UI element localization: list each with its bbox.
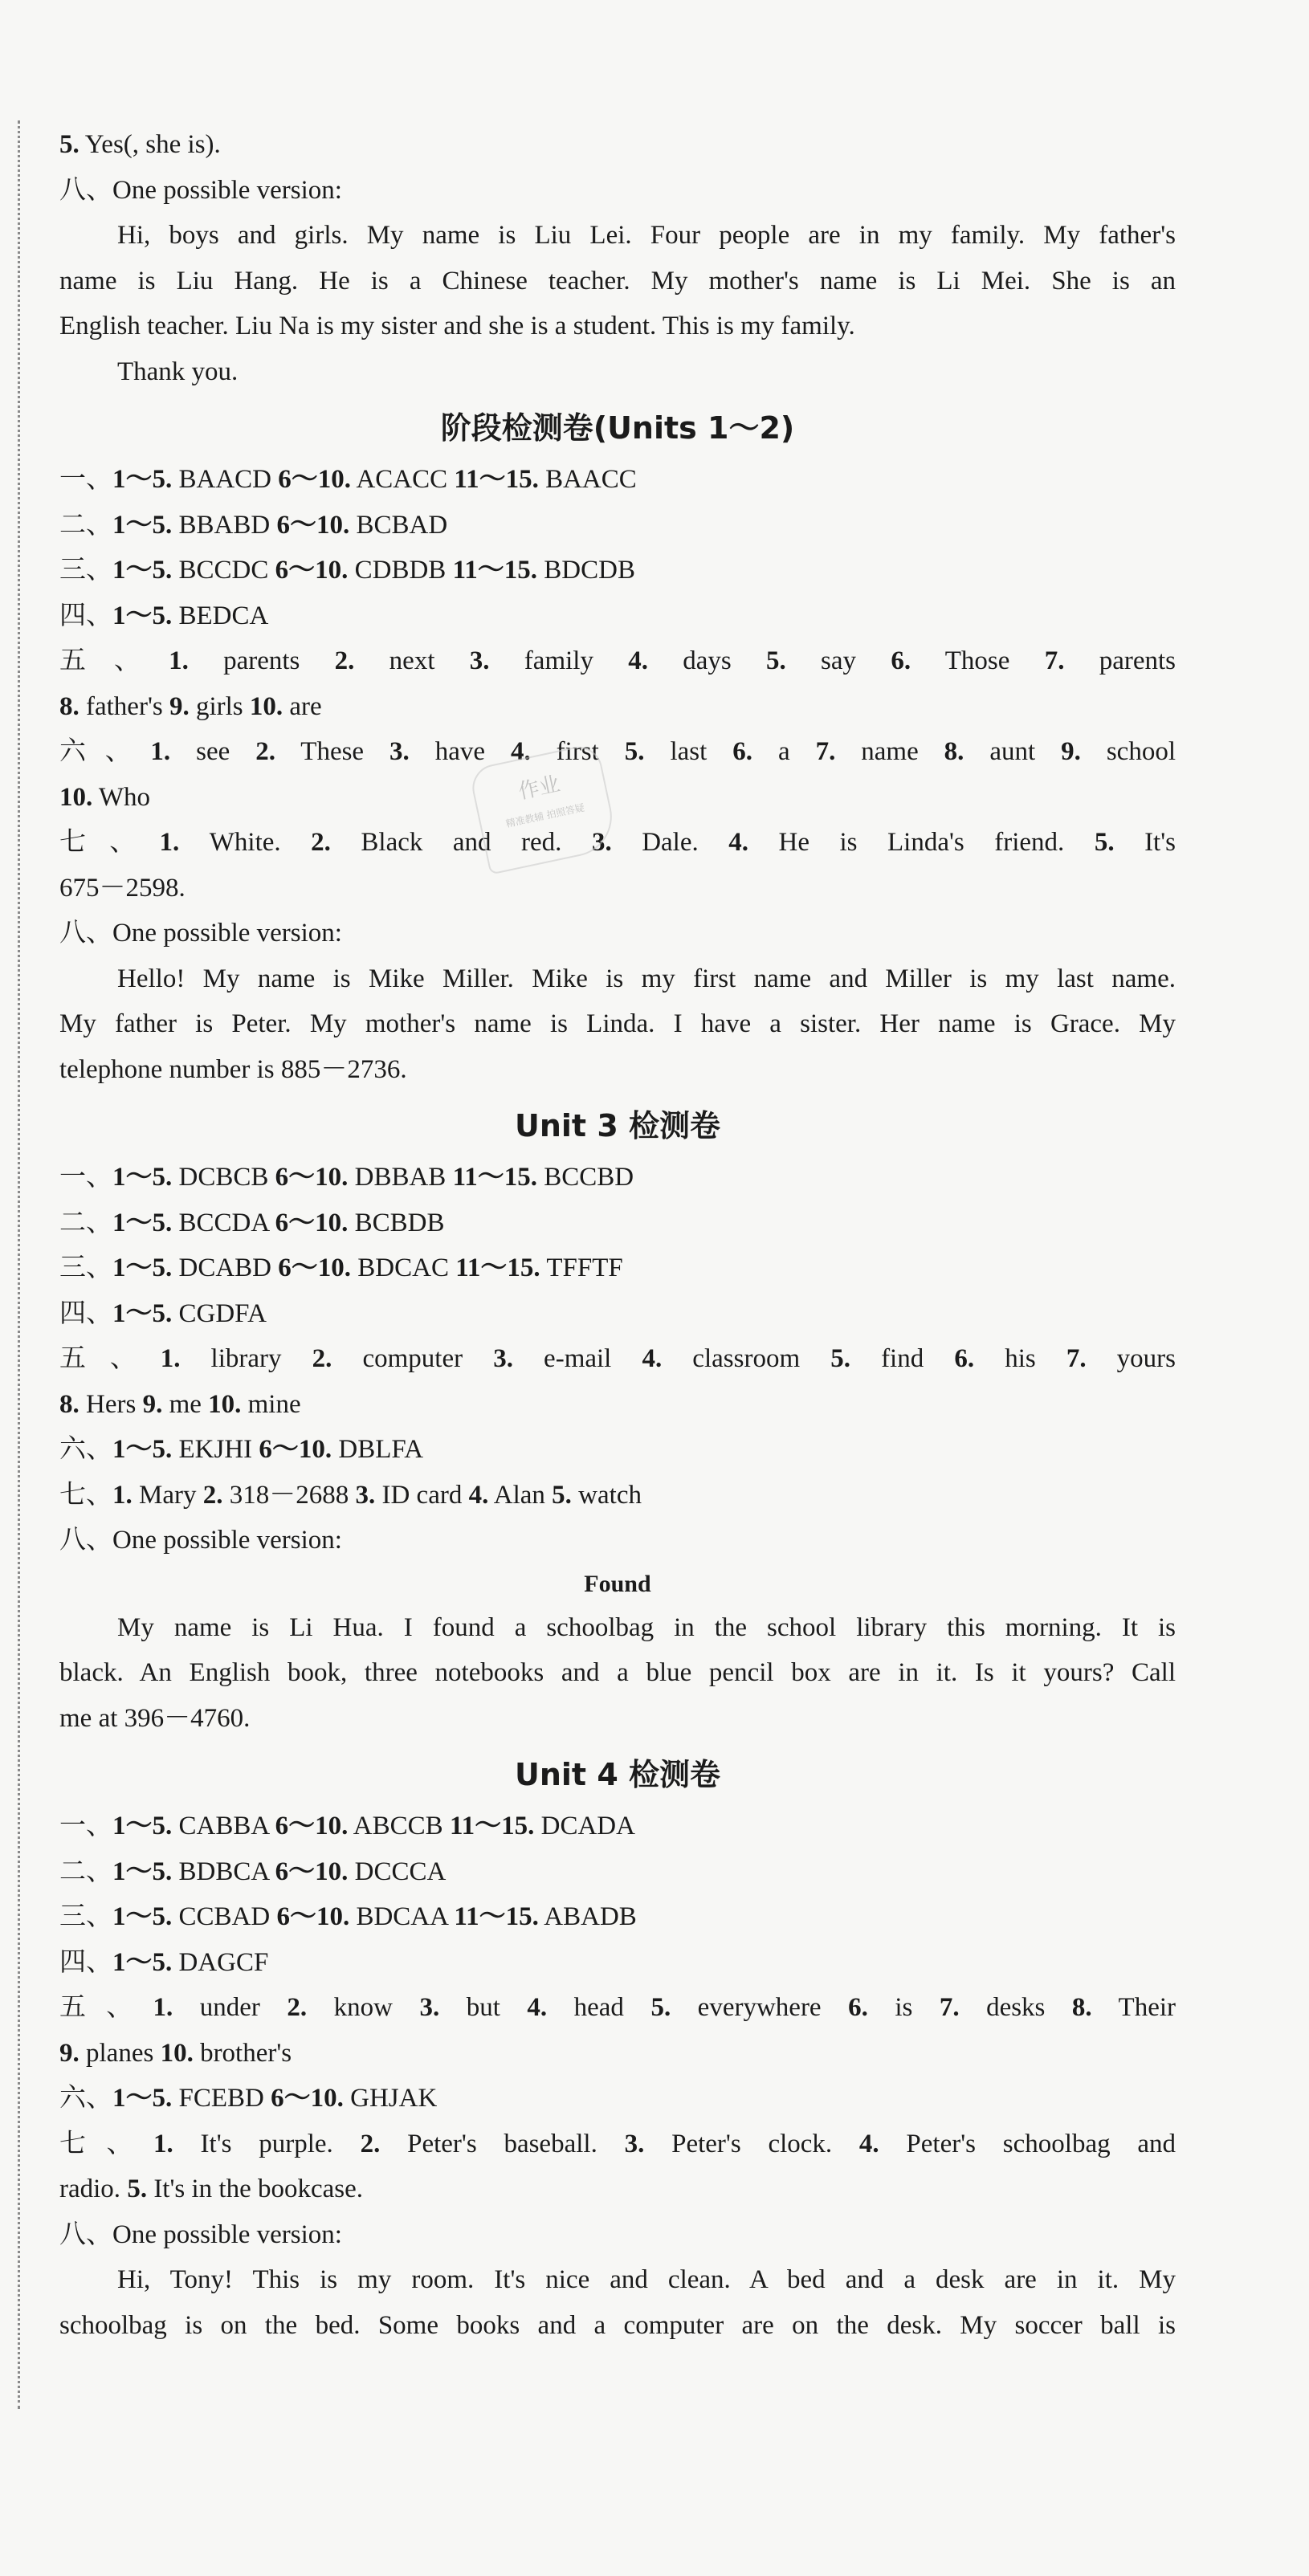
answer-text: DBLFA xyxy=(332,1435,424,1464)
answer-text: DBBAB xyxy=(348,1163,453,1192)
item-number: 6～10. xyxy=(259,1435,332,1464)
item-number: 2. xyxy=(334,646,355,675)
item-number: 4. xyxy=(510,737,531,766)
item-number: 4. xyxy=(628,646,648,675)
item-number: 5. xyxy=(766,646,786,675)
item-number: 1～5. xyxy=(112,1163,173,1192)
answer-text: a xyxy=(752,737,816,766)
answer-text: everywhere xyxy=(671,1993,849,2022)
item-number: 2. xyxy=(360,2129,381,2158)
answer-text: BCCDA xyxy=(172,1208,275,1237)
answer-text: library xyxy=(180,1344,312,1373)
item-number: 5. xyxy=(552,1480,572,1510)
answer-text: are xyxy=(283,691,322,721)
answer-line xyxy=(59,122,1176,168)
answer-text: desks xyxy=(959,1993,1072,2022)
answer-text: 318－2688 xyxy=(222,1480,356,1510)
item-number: 4. xyxy=(527,1993,548,2022)
answer-text: BBABD xyxy=(172,510,277,540)
item-number: 5. xyxy=(127,2175,148,2203)
answer-text: CCBAD xyxy=(172,1902,277,1931)
answer-line xyxy=(59,2031,1176,2077)
item-number: 8. xyxy=(944,737,964,766)
item-number: 1～5. xyxy=(112,1902,173,1931)
watermark-subtext: 精准教辅 拍照答疑 xyxy=(504,801,586,830)
answer-text: Hers xyxy=(79,1389,143,1419)
answer-text: DCABD xyxy=(172,1253,279,1282)
item-number: 11～15. xyxy=(452,556,538,585)
item-number: 11～15. xyxy=(449,1812,535,1840)
answer-text: CGDFA xyxy=(172,1298,267,1328)
item-number: 6. xyxy=(891,646,911,675)
item-number: 1～5. xyxy=(112,465,173,494)
answer-text: days xyxy=(647,646,767,675)
answer-text: 七、 xyxy=(59,2129,154,2158)
item-number: 2. xyxy=(255,737,275,766)
item-number: 6～10. xyxy=(276,1902,350,1931)
answer-text: DCADA xyxy=(534,1812,635,1840)
essay-line: telephone number is 885－2736. xyxy=(59,1054,407,1084)
answer-text: name xyxy=(835,737,944,766)
answer-text: but xyxy=(439,1993,528,2022)
item-number: 8. xyxy=(59,1389,80,1419)
answer-text: TFFTF xyxy=(540,1253,623,1282)
answer-line xyxy=(59,1985,1176,2031)
answer-text: BDCAA xyxy=(349,1902,455,1931)
answer-line xyxy=(59,1804,1176,1849)
item-number: 6. xyxy=(732,737,753,766)
answer-text: 六、 xyxy=(59,737,151,766)
answer-text: 一、 xyxy=(59,1163,112,1192)
answer-text: FCEBD xyxy=(172,2084,271,2113)
item-number: 3. xyxy=(419,1993,440,2022)
answer-text: Alan xyxy=(488,1480,553,1510)
answer-text: school xyxy=(1080,737,1176,766)
answer-text: EKJHI xyxy=(172,1435,259,1464)
answer-line xyxy=(59,1849,1176,1895)
answer-text: BCBAD xyxy=(349,510,448,540)
answer-text: e-mail xyxy=(512,1344,642,1373)
section-label: 八、One possible version: xyxy=(59,919,342,948)
item-number: 1～5. xyxy=(112,510,173,540)
item-number: 5. xyxy=(59,130,80,159)
item-number: 1～5. xyxy=(112,1947,173,1977)
answer-text: BDBCA xyxy=(172,1857,275,1886)
answer-text: parents xyxy=(1064,646,1176,675)
item-number: 1～5. xyxy=(112,2084,173,2113)
item-number: 10. xyxy=(208,1389,242,1419)
answer-text: father's xyxy=(79,691,169,721)
answer-text: 二、 xyxy=(59,510,112,540)
answer-text: Peter's schoolbag and xyxy=(879,2129,1176,2158)
item-number: 1. xyxy=(153,2129,173,2158)
item-number: 2. xyxy=(311,828,331,857)
answer-line xyxy=(59,1245,1176,1291)
answer-text: computer xyxy=(332,1344,494,1373)
item-number: 10. xyxy=(160,2038,194,2068)
answer-text: Yes(, she is). xyxy=(79,130,221,159)
answer-text: under xyxy=(173,1993,287,2022)
answer-text: These xyxy=(275,737,390,766)
item-number: 7. xyxy=(1066,1344,1087,1373)
answer-text: CABBA xyxy=(172,1812,275,1840)
answer-line xyxy=(59,2076,1176,2122)
section-heading: 阶段检测卷(Units 1～2) xyxy=(440,410,795,446)
essay-line: My name is Li Hua. I found a schoolbag in the school library this morning. It is xyxy=(117,1612,1176,1642)
essay-line: black. An English book, three notebooks and a blue pencil box are in it. Is it yours? Call xyxy=(59,1658,1176,1687)
essay-line: name is Liu Hang. He is a Chinese teacher. My mother's name is Li Mei. She is an xyxy=(59,266,1176,296)
item-number: 5. xyxy=(650,1993,671,2022)
item-number: 11～15. xyxy=(454,1902,539,1931)
answer-line xyxy=(59,2122,1176,2167)
item-number: 6. xyxy=(848,1993,868,2022)
item-number: 6～10. xyxy=(276,510,350,540)
item-number: 2. xyxy=(312,1344,332,1373)
item-number: 11～15. xyxy=(452,1163,538,1192)
item-number: 1～5. xyxy=(112,1208,173,1237)
item-number: 6. xyxy=(954,1344,975,1373)
answer-text: CDBDB xyxy=(348,556,453,585)
answer-text: 四、 xyxy=(59,1947,112,1977)
answer-text: 一、 xyxy=(59,1812,112,1840)
item-number: 7. xyxy=(815,737,836,766)
answer-text: girls xyxy=(189,691,250,721)
answer-text: watch xyxy=(571,1480,642,1510)
answer-text: White. xyxy=(179,828,312,857)
answer-text: 五、 xyxy=(59,1344,161,1373)
item-number: 1. xyxy=(160,1344,181,1373)
item-number: 6～10. xyxy=(278,465,352,494)
section-heading: Unit 4 检测卷 xyxy=(515,1757,720,1792)
item-number: 9. xyxy=(169,691,190,721)
item-number: 6～10. xyxy=(275,1208,349,1237)
item-number: 3. xyxy=(389,737,410,766)
essay-line: Hello! My name is Mike Miller. Mike is my first name and Miller is my last name. xyxy=(117,964,1176,993)
answer-line xyxy=(59,548,1176,593)
item-number: 1～5. xyxy=(112,556,173,585)
answer-text: last xyxy=(644,737,733,766)
answer-text: Mary xyxy=(132,1480,203,1510)
answer-text: say xyxy=(785,646,891,675)
answer-text: BCCBD xyxy=(537,1163,634,1192)
answer-line xyxy=(59,2166,1176,2212)
item-number: 5. xyxy=(830,1344,850,1373)
answer-text: is xyxy=(867,1993,940,2022)
answer-text: mine xyxy=(241,1389,301,1419)
item-number: 8. xyxy=(1071,1993,1092,2022)
answer-text: It's purple. xyxy=(173,2129,361,2158)
answer-text: planes xyxy=(79,2038,161,2068)
answer-text: head xyxy=(547,1993,651,2022)
binding-margin-line xyxy=(18,120,20,2409)
item-number: 10. xyxy=(59,782,93,812)
answer-line xyxy=(59,1427,1176,1473)
answer-text: 四、 xyxy=(59,1298,112,1328)
answer-text: his xyxy=(974,1344,1066,1373)
essay-title: Found xyxy=(584,1570,651,1597)
item-number: 1～5. xyxy=(112,1435,173,1464)
section-heading: Unit 3 检测卷 xyxy=(515,1108,720,1143)
item-number: 9. xyxy=(1061,737,1081,766)
answer-text: BAACD xyxy=(172,465,279,494)
essay-line: Hi, Tony! This is my room. It's nice and clean. A bed and a desk are in it. My xyxy=(117,2265,1176,2294)
answer-text: 七、 xyxy=(59,828,160,857)
answer-text: DCCCA xyxy=(348,1857,447,1886)
essay-line: English teacher. Liu Na is my sister and she is a student. This is my family. xyxy=(59,312,855,340)
item-number: 5. xyxy=(1094,828,1115,857)
answer-line xyxy=(59,820,1176,866)
answer-text: ABCCB xyxy=(348,1812,450,1840)
answer-text: brother's xyxy=(193,2038,292,2068)
answer-text: 四、 xyxy=(59,601,112,630)
answer-text: first xyxy=(530,737,625,766)
item-number: 4. xyxy=(468,1480,489,1510)
answer-text: classroom xyxy=(662,1344,831,1373)
answer-text: GHJAK xyxy=(343,2084,438,2113)
item-number: 11～15. xyxy=(455,1253,540,1282)
answer-text: 五、 xyxy=(59,646,169,675)
answer-text: 六、 xyxy=(59,1435,112,1464)
answer-line xyxy=(59,1473,1176,1518)
item-number: 6～10. xyxy=(275,556,349,585)
answer-text: Those xyxy=(911,646,1045,675)
section-label: 八、One possible version: xyxy=(59,2219,342,2249)
answer-line xyxy=(59,684,1176,730)
item-number: 7. xyxy=(939,1993,960,2022)
answer-text: BEDCA xyxy=(172,601,269,630)
answer-text: He is Linda's friend. xyxy=(748,828,1095,857)
answer-key-page xyxy=(59,122,1176,2348)
answer-text: have xyxy=(409,737,511,766)
watermark-text: 作业 xyxy=(516,772,563,805)
answer-line xyxy=(59,1940,1176,1986)
answer-text: 一、 xyxy=(59,465,112,494)
item-number: 6～10. xyxy=(275,1857,349,1886)
essay-line: Hi, boys and girls. My name is Liu Lei. Four people are in my family. My father's xyxy=(117,221,1176,250)
answer-text: It's xyxy=(1114,828,1176,857)
item-number: 3. xyxy=(469,646,490,675)
answer-text: It's in the bookcase. xyxy=(147,2175,364,2203)
answer-text: 三、 xyxy=(59,1253,112,1282)
answer-text: 三、 xyxy=(59,1902,112,1931)
answer-text: family xyxy=(489,646,629,675)
answer-line xyxy=(59,1291,1176,1337)
item-number: 5. xyxy=(624,737,645,766)
answer-text: see xyxy=(170,737,256,766)
answer-line xyxy=(59,1200,1176,1246)
section-label: 八、One possible version: xyxy=(59,1526,342,1555)
item-number: 1. xyxy=(159,828,180,857)
answer-text: DCBCB xyxy=(172,1163,275,1192)
answer-line xyxy=(59,775,1176,821)
item-number: 6～10. xyxy=(271,2084,344,2113)
section-label: 八、One possible version: xyxy=(59,175,342,205)
answer-line: 675－2598. xyxy=(59,873,186,903)
answer-text: BDCDB xyxy=(537,556,635,585)
item-number: 4. xyxy=(728,828,748,857)
answer-text: Their xyxy=(1091,1993,1176,2022)
answer-text: BCCDC xyxy=(172,556,275,585)
item-number: 11～15. xyxy=(454,465,539,494)
answer-text: 二、 xyxy=(59,1857,112,1886)
item-number: 10. xyxy=(249,691,283,721)
answer-text: BAACC xyxy=(538,465,637,494)
item-number: 1. xyxy=(112,1480,133,1510)
answer-text: DAGCF xyxy=(172,1947,269,1977)
answer-text: BCBDB xyxy=(348,1208,445,1237)
item-number: 3. xyxy=(624,2129,645,2158)
item-number: 1～5. xyxy=(112,1857,173,1886)
item-number: 2. xyxy=(287,1993,308,2022)
answer-line xyxy=(59,1155,1176,1200)
item-number: 1～5. xyxy=(112,601,173,630)
item-number: 3. xyxy=(355,1480,376,1510)
answer-text: 六、 xyxy=(59,2084,112,2113)
essay-line: Thank you. xyxy=(117,357,239,386)
answer-text: 二、 xyxy=(59,1208,112,1237)
answer-text: know xyxy=(307,1993,420,2022)
answer-text: Peter's clock. xyxy=(644,2129,859,2158)
answer-text: ACACC xyxy=(351,465,455,494)
answer-line xyxy=(59,1894,1176,1940)
answer-line xyxy=(59,457,1176,503)
answer-text: Peter's baseball. xyxy=(380,2129,625,2158)
item-number: 4. xyxy=(858,2129,879,2158)
item-number: 7. xyxy=(1044,646,1065,675)
item-number: 1. xyxy=(169,646,189,675)
answer-text: radio. xyxy=(59,2175,128,2203)
item-number: 1～5. xyxy=(112,1298,173,1328)
item-number: 1. xyxy=(150,737,171,766)
item-number: 6～10. xyxy=(278,1253,352,1282)
item-number: 3. xyxy=(591,828,612,857)
answer-line xyxy=(59,593,1176,639)
item-number: 4. xyxy=(642,1344,663,1373)
answer-text: Black and red. xyxy=(330,828,592,857)
item-number: 1～5. xyxy=(112,1812,173,1840)
answer-line xyxy=(59,1336,1176,1382)
answer-line xyxy=(59,638,1176,684)
item-number: 6～10. xyxy=(275,1163,349,1192)
item-number: 8. xyxy=(59,691,80,721)
item-number: 1. xyxy=(153,1993,173,2022)
answer-text: Dale. xyxy=(611,828,729,857)
answer-line xyxy=(59,729,1176,775)
answer-text: ABADB xyxy=(538,1902,637,1931)
item-number: 9. xyxy=(59,2038,80,2068)
answer-text: me xyxy=(162,1389,209,1419)
answer-text: find xyxy=(850,1344,955,1373)
item-number: 6～10. xyxy=(275,1812,349,1840)
essay-line: My father is Peter. My mother's name is Linda. I have a sister. Her name is Grace. My xyxy=(59,1009,1176,1038)
item-number: 3. xyxy=(493,1344,513,1373)
answer-text: 七、 xyxy=(59,1480,112,1510)
answer-text: BDCAC xyxy=(351,1253,456,1282)
answer-text: aunt xyxy=(964,737,1062,766)
answer-text: 五、 xyxy=(59,1993,153,2022)
item-number: 2. xyxy=(202,1480,223,1510)
answer-text: next xyxy=(354,646,470,675)
answer-text: 三、 xyxy=(59,556,112,585)
answer-text: Who xyxy=(92,782,151,812)
answer-line xyxy=(59,503,1176,548)
answer-text: ID card xyxy=(375,1480,469,1510)
answer-text: parents xyxy=(188,646,335,675)
answer-text: yours xyxy=(1086,1344,1176,1373)
answer-line xyxy=(59,1382,1176,1428)
essay-line: me at 396－4760. xyxy=(59,1703,251,1733)
item-number: 1～5. xyxy=(112,1253,173,1282)
essay-line: schoolbag is on the bed. Some books and a computer are on the desk. My soccer ball is xyxy=(59,2310,1176,2340)
item-number: 9. xyxy=(142,1389,163,1419)
